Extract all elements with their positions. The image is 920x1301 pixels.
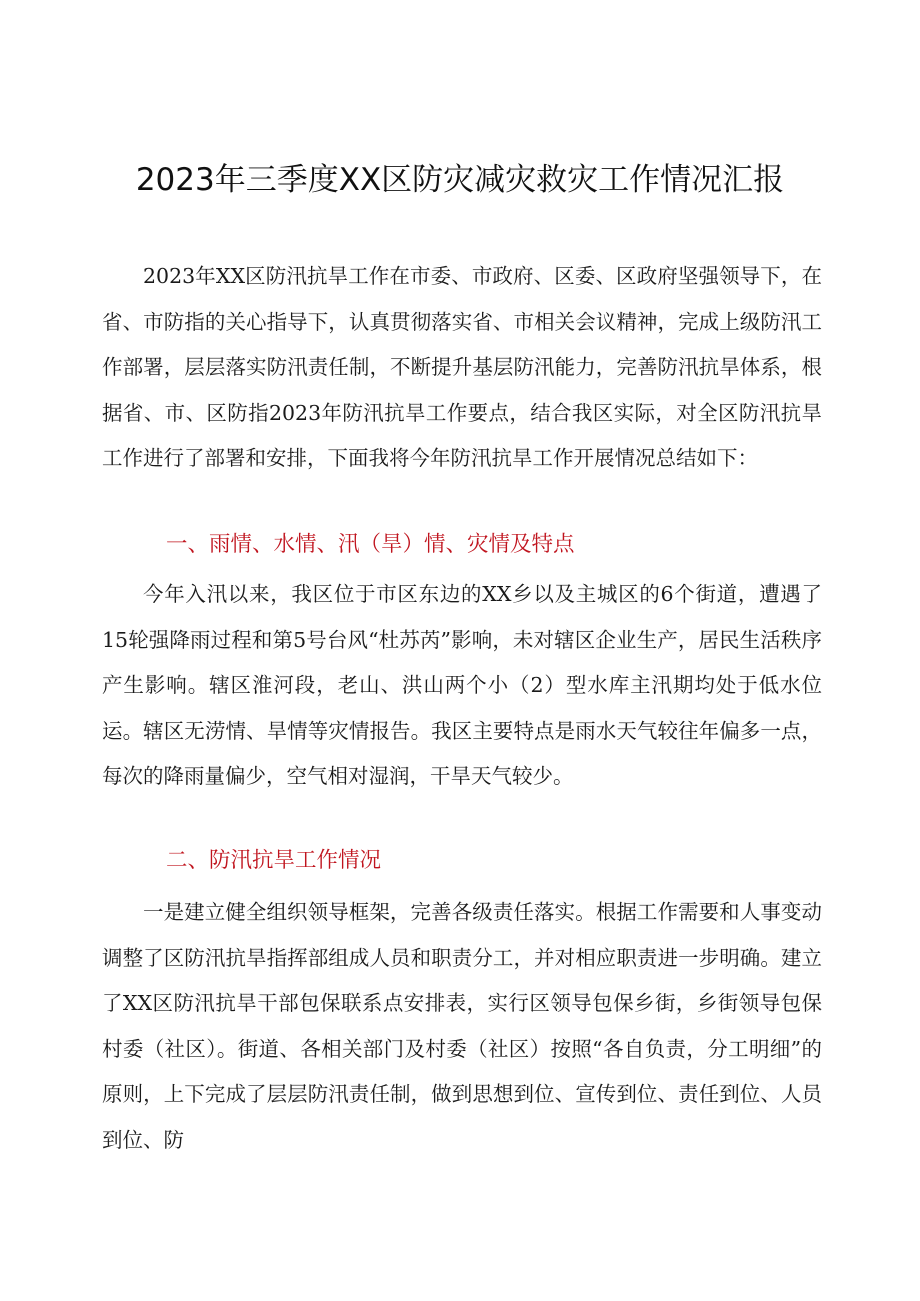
- intro-paragraph: 2023年XX区防汛抗旱工作在市委、市政府、区委、区政府坚强领导下，在省、市防指的关心指导下，认真贯彻落实省、市相关会议精神，完成上级防汛工作部署，层层落实防汛责任制，不断提升基层防汛能力，完善防汛抗旱体系，根据省、市、区防指2023年防汛抗旱工作要点，结合我区实际，对全区防汛抗旱工作进行了部署和安排，下面我将今年防汛抗旱工作开展情况总结如下：: [102, 264, 822, 470]
- section-1-paragraph: 今年入汛以来，我区位于市区东边的XX乡以及主城区的6个街道，遭遇了15轮强降雨过程和第5号台风“杜苏芮”影响，未对辖区企业生产，居民生活秩序产生影响。辖区淮河段，老山、洪山两个小（2）型水库主汛期均处于低水位运。辖区无涝情、旱情等灾情报告。我区主要特点是雨水天气较往年偏多一点，每次的降雨量偏少，空气相对湿润，干旱天气较少。: [102, 582, 822, 788]
- section-heading-2: 二、防汛抗旱工作情况: [166, 848, 382, 873]
- section-heading-1: 一、雨情、水情、汛（旱）情、灾情及特点: [166, 532, 575, 557]
- section-2-paragraph: 一是建立健全组织领导框架，完善各级责任落实。根据工作需要和人事变动调整了区防汛抗旱指挥部组成人员和职责分工，并对相应职责进一步明确。建立了XX区防汛抗旱干部包保联系点安排表，实行区领导包保乡街，乡街领导包保村委（社区）。街道、各相关部门及村委（社区）按照“各自负责，分工明细”的原则，上下完成了层层防汛责任制，做到思想到位、宣传到位、责任到位、人员到位、防: [102, 900, 822, 1152]
- document-title: 2023年三季度XX区防灾减灾救灾工作情况汇报: [135, 162, 785, 198]
